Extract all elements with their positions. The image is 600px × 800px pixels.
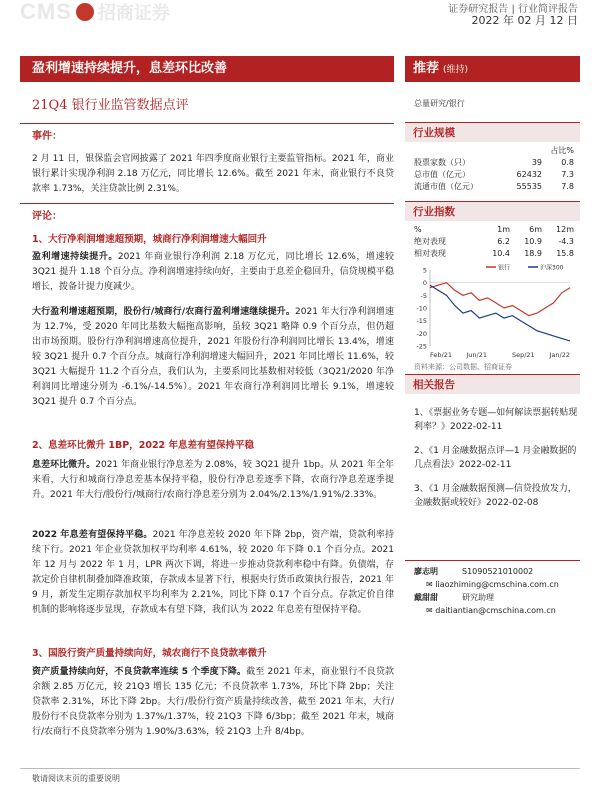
comment-heading: 评论： bbox=[20, 203, 394, 222]
section-2-para-1-lead: 息差环比微升。 bbox=[32, 460, 96, 470]
y-tick-label: -10 bbox=[416, 304, 427, 313]
rating-box bbox=[405, 56, 580, 82]
scale-label: 总市值（亿元） bbox=[414, 170, 470, 179]
index-col-header: % bbox=[414, 225, 422, 234]
list-item[interactable] bbox=[414, 482, 580, 510]
series-line-1 bbox=[430, 285, 570, 341]
scale-header-row bbox=[414, 145, 574, 157]
index-chart bbox=[408, 262, 576, 360]
section-3-para-1-body: 截至 2021 年末，商业银行不良贷款余额 2.85 万亿元，较 21Q3 增长 135 亿元；不良贷款率 1.73%，环比下降 2bp；关注贷款率 2.31%，环比下降 2bp。大行/股份行资产质量持续改善，截至 2021 年末，大行/股份行不良贷款率分别为 1.37%/1.37%，较 21Q3 下降 6/3bp；截至 2021 年末，城商行/农商行不良贷款率分别为 1.90%/3.63%，较 21Q3 上升 8/4bp。 bbox=[32, 667, 394, 737]
x-tick-label: Sep/21 bbox=[511, 351, 535, 359]
index-heading: 行业指数 bbox=[405, 201, 580, 221]
contact-email[interactable] bbox=[414, 578, 580, 591]
x-tick-label: Jun/21 bbox=[466, 351, 487, 359]
rating-note: (维持) bbox=[443, 65, 469, 75]
events-text: 2 月 11 日，银保监会官网披露了 2021 年四季度商业银行主要监管指标。2021 年，商业银行累计实现净利润 2.18 万亿元，同比增长 12.6%。截至 2021 年末，商业银行不良贷款率 1.73%，关注贷款比例 2.31%。 bbox=[32, 154, 394, 194]
index-value: 10.9 bbox=[524, 237, 542, 246]
section-2-para-2 bbox=[32, 528, 394, 618]
contact-name: 戴甜甜 bbox=[414, 593, 438, 602]
index-value: -4.3 bbox=[558, 237, 574, 246]
section-2-para-2-body: 2021 年净息差较 2020 年下降 2bp，资产端，贷款利率持续下行。2021 年企业贷款加权平均利率 4.61%，较 2020 年下降 0.1 个百分点。2021 年 12 月与 2022 年 1 月，LPR 两次下调，将进一步推动贷款利率稳中有降。负债端，存款定价自律机制叠加降准政策，存款成本显著下行，根据央行货币政策执行报告，2021 年 9 月，新发生定期存款加权平均利率为 2.21%，同比下降 0.17 个百分点。存款定价自律机制的影响将逐步显现，存款成本有望下降，我们认为 2022 年息差有望保持平稳。 bbox=[32, 530, 394, 615]
section-1-para-1-body: 2021 年商业银行净利润 2.18 万亿元，同比增长 12.6%，增速较 3Q21 提升 1.18 个百分点。净利润增速持续向好，主要由于息差企稳回升，信贷规模平稳增长，拨备计提力度减少。 bbox=[32, 252, 394, 292]
scale-col-header: 占比% bbox=[550, 146, 574, 155]
contacts bbox=[414, 565, 580, 617]
table-row bbox=[414, 248, 574, 260]
index-col-header: 12m bbox=[556, 225, 574, 234]
scale-label: 流通市值（亿元） bbox=[414, 182, 478, 191]
section-1-para-1 bbox=[32, 250, 394, 295]
index-value: 6.2 bbox=[497, 237, 510, 246]
analyst-line: 总量研究/银行 bbox=[414, 99, 465, 108]
table-row bbox=[414, 236, 574, 248]
report-type: 证券研究报告 | 行业简评报告 bbox=[448, 4, 578, 15]
logo-text: CMS bbox=[20, 0, 72, 24]
table-row bbox=[414, 169, 574, 181]
index-value: 10.4 bbox=[492, 249, 510, 258]
section-1-para-1-lead: 盈利增速持续提升。 bbox=[32, 252, 118, 262]
scale-label: 股票家数（只） bbox=[414, 158, 470, 167]
series-line-0 bbox=[430, 283, 570, 316]
contact-id: S1090521010002 bbox=[462, 567, 534, 576]
scale-value: 62432 bbox=[516, 170, 542, 179]
events-heading: 事件： bbox=[20, 123, 394, 142]
legend-label: 沪深300 bbox=[540, 264, 564, 272]
logo bbox=[20, 0, 170, 24]
section-3-para-1-lead: 资产质量持续向好，不良贷款率连续 5 个季度下降。 bbox=[32, 667, 247, 677]
x-tick-label: Jan/22 bbox=[549, 351, 570, 359]
section-2-para-2-lead: 2022 年息差有望保持平稳。 bbox=[32, 530, 153, 540]
report-title: 盈利增速持续提升，息差环比改善 bbox=[20, 56, 394, 82]
related-list bbox=[414, 406, 580, 512]
contact-email-text[interactable]: daitiantian@cmschina.com.cn bbox=[435, 606, 556, 615]
related-item-text[interactable]: 2、《1 月金融数据点评—1 月金融数据的几点看法》2022-02-11 bbox=[414, 446, 577, 470]
index-col-header: 6m bbox=[529, 225, 542, 234]
section-3-title: 3、国股行资产质量持续向好，城农商行不良贷款率微升 bbox=[32, 648, 267, 659]
index-col-header: 1m bbox=[497, 225, 510, 234]
section-1-para-2 bbox=[32, 305, 394, 410]
email-icon: ✉ bbox=[426, 580, 436, 589]
scale-pct: 7.8 bbox=[561, 182, 574, 191]
section-1-title: 1、大行净利润增速超预期，城商行净利润增速大幅回升 bbox=[32, 234, 267, 245]
email-icon: ✉ bbox=[426, 606, 436, 615]
y-tick-label: 5 bbox=[422, 266, 427, 275]
contact-row bbox=[414, 591, 580, 604]
x-tick-label: Feb/21 bbox=[430, 351, 452, 359]
section-1-para-2-body: 2021 年大行净利润增速为 12.7%，受 2020 年同比基数大幅拖高影响，虽较 3Q21 略降 0.9 个百分点，但仍超出市场预期。股份行净利润增速高位提升，2021 年股份行净利润同比增长 13.4%，增速较 3Q21 提升 0.7 个百分点。城商行净利润增速大幅回升，2021 年同比增长 11.6%，较 3Q21 大幅提升 11.2 个百分点，我们认为，主要系同比基数相对较低（3Q21/2020 年净利润同比增速分别为 -6.1%/-14.5%）。2021 年农商行净利润同比增长 9.1%，增速较 3Q21 提升 0.7 个百分点。 bbox=[32, 307, 395, 407]
y-tick-label: -25 bbox=[416, 342, 427, 351]
index-label: 绝对表现 bbox=[414, 237, 446, 246]
index-label: 相对表现 bbox=[414, 249, 446, 258]
related-item-text[interactable]: 3、《1 月金融数据预测—信贷投放发力，金融数据或较好》2022-02-08 bbox=[414, 484, 577, 508]
scale-value: 39 bbox=[531, 158, 542, 167]
index-header-row bbox=[414, 224, 574, 236]
logo-cn-text: 招商证券 bbox=[97, 3, 170, 24]
section-2-para-1 bbox=[32, 458, 394, 503]
report-subtitle: 21Q4 银行业监管数据点评 bbox=[32, 98, 189, 113]
section-2-title: 2、息差环比微升 1BP，2022 年息差有望保持平稳 bbox=[32, 440, 254, 451]
contact-email[interactable] bbox=[414, 604, 580, 617]
report-date: 2022 年 02 月 12 日 bbox=[471, 14, 578, 27]
footer-note: 敬请阅读末页的重要说明 bbox=[20, 768, 580, 784]
table-row bbox=[414, 181, 574, 193]
y-tick-label: 0 bbox=[422, 279, 427, 288]
section-1-para-2-lead: 大行盈利增速超预期，股份行/城商行/农商行盈利增速继续提升。 bbox=[32, 307, 296, 317]
y-tick-label: -20 bbox=[416, 329, 427, 338]
contact-row bbox=[414, 565, 580, 578]
legend-label: 银行 bbox=[498, 264, 511, 272]
table-row bbox=[414, 157, 574, 169]
scale-pct: 0.8 bbox=[561, 158, 574, 167]
related-item-text[interactable]: 1、《票据业务专题—如何解读票据转贴现利率？》2022-02-11 bbox=[414, 408, 578, 432]
contact-name: 廖志明 bbox=[414, 567, 438, 576]
logo-icon bbox=[76, 3, 94, 21]
related-heading: 相关报告 bbox=[405, 374, 580, 394]
index-value: 15.8 bbox=[556, 249, 574, 258]
contact-email-text[interactable]: liaozhiming@cmschina.com.cn bbox=[435, 580, 559, 589]
y-tick-label: -15 bbox=[416, 317, 427, 326]
list-item[interactable] bbox=[414, 406, 580, 434]
divider bbox=[405, 560, 580, 561]
scale-table bbox=[414, 145, 574, 193]
y-tick-label: -5 bbox=[420, 291, 427, 300]
index-table bbox=[414, 224, 574, 260]
rating-label: 推荐 bbox=[413, 61, 440, 76]
scale-value: 55535 bbox=[516, 182, 542, 191]
chart-source: 资料来源：公司数据、招商证券 bbox=[414, 363, 512, 371]
section-3-para-1 bbox=[32, 665, 394, 740]
list-item[interactable] bbox=[414, 444, 580, 472]
section-2-para-1-body: 2021 年商业银行净息差为 2.08%，较 3Q21 提升 1bp。从 2021 年全年来看，大行和城商行净息差基本保持平稳，股份行净息差逐季下降，农商行净息差逐季提升。2021 年大行/股份行/城商行/农商行净息差分别为 2.04%/2.13%/1.91%/2.33%。 bbox=[32, 460, 394, 500]
contact-id: 研究助理 bbox=[462, 593, 494, 602]
scale-heading: 行业规模 bbox=[405, 122, 580, 142]
index-value: 18.9 bbox=[524, 249, 542, 258]
scale-pct: 7.3 bbox=[561, 170, 574, 179]
